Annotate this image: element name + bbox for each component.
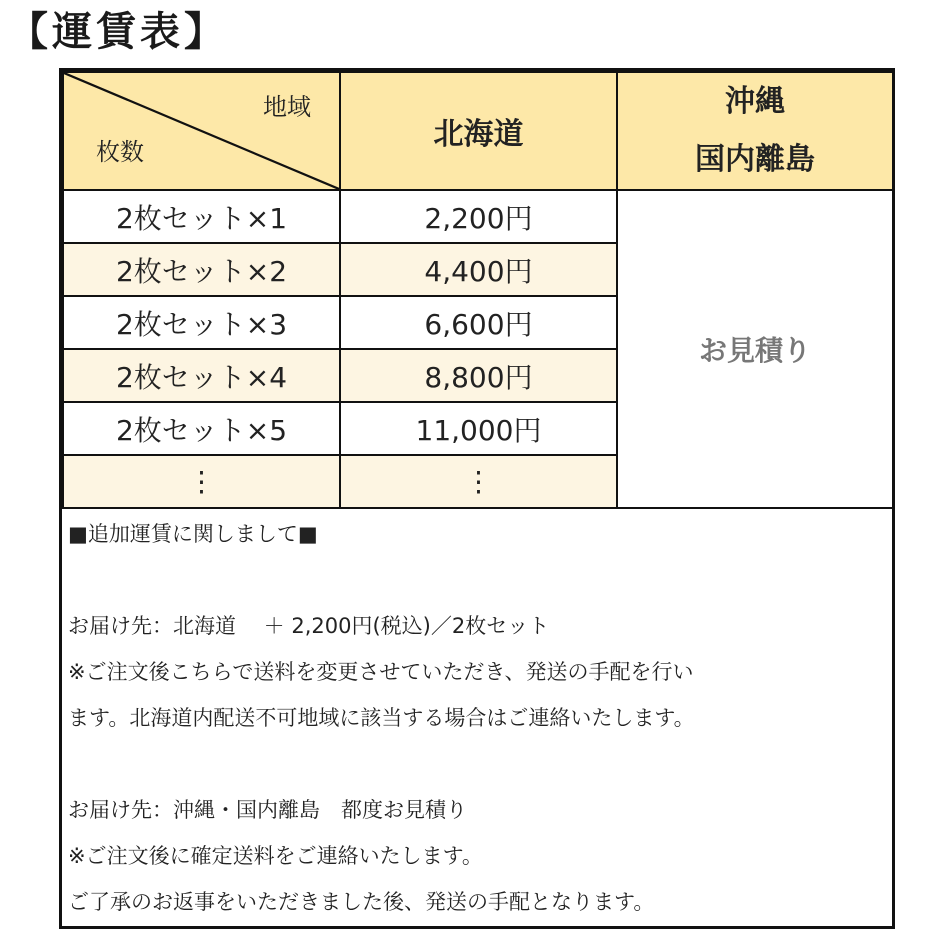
diagonal-header-cell xyxy=(63,72,340,190)
hokkaido-price-cell: 2,200円 xyxy=(340,190,617,243)
column-header-okinawa xyxy=(617,72,893,190)
set-count-cell: ⋮ xyxy=(63,455,340,508)
hokkaido-price-cell: 11,000円 xyxy=(340,402,617,455)
okinawa-note-line1: ※ご注文後に確定送料をご連絡いたします。 xyxy=(68,844,483,868)
table-header-row xyxy=(63,72,893,190)
set-count-cell: 2枚セット×3 xyxy=(63,296,340,349)
okinawa-note-line2: ご了承のお返事をいただきました後、発送の手配となります。 xyxy=(68,890,655,914)
hokkaido-price-cell: 6,600円 xyxy=(340,296,617,349)
hokkaido-price-cell: 8,800円 xyxy=(340,349,617,402)
okinawa-header-line2: 国内離島 xyxy=(695,142,815,177)
region-label: 地域 xyxy=(263,93,311,121)
okinawa-fare-line: お届け先：沖縄・国内離島 都度お見積り xyxy=(68,798,467,822)
hokkaido-price-cell: 4,400円 xyxy=(340,243,617,296)
okinawa-estimate-cell: お見積り xyxy=(617,190,893,508)
notes-heading: ■追加運賃に関しまして■ xyxy=(68,522,318,546)
hokkaido-fare-line: お届け先：北海道 ＋ 2,200円(税込)／2枚セット xyxy=(68,614,550,638)
page-title: 【運賃表】 xyxy=(8,9,228,55)
set-count-cell: 2枚セット×2 xyxy=(63,243,340,296)
set-count-cell: 2枚セット×4 xyxy=(63,349,340,402)
set-count-cell: 2枚セット×1 xyxy=(63,190,340,243)
hokkaido-price-cell: ⋮ xyxy=(340,455,617,508)
count-label: 枚数 xyxy=(96,138,144,166)
hokkaido-note-line2: ます。北海道内配送不可地域に該当する場合はご連絡いたします。 xyxy=(68,706,695,730)
column-header-hokkaido: 北海道 xyxy=(340,72,617,190)
rate-table xyxy=(62,71,894,509)
okinawa-header-line1: 沖縄 xyxy=(725,84,785,119)
rate-table-frame xyxy=(59,68,895,929)
table-row xyxy=(63,190,893,243)
hokkaido-note-line1: ※ご注文後こちらで送料を変更させていただき、発送の手配を行い xyxy=(68,660,694,684)
set-count-cell: 2枚セット×5 xyxy=(63,402,340,455)
additional-fare-notes xyxy=(68,511,888,925)
